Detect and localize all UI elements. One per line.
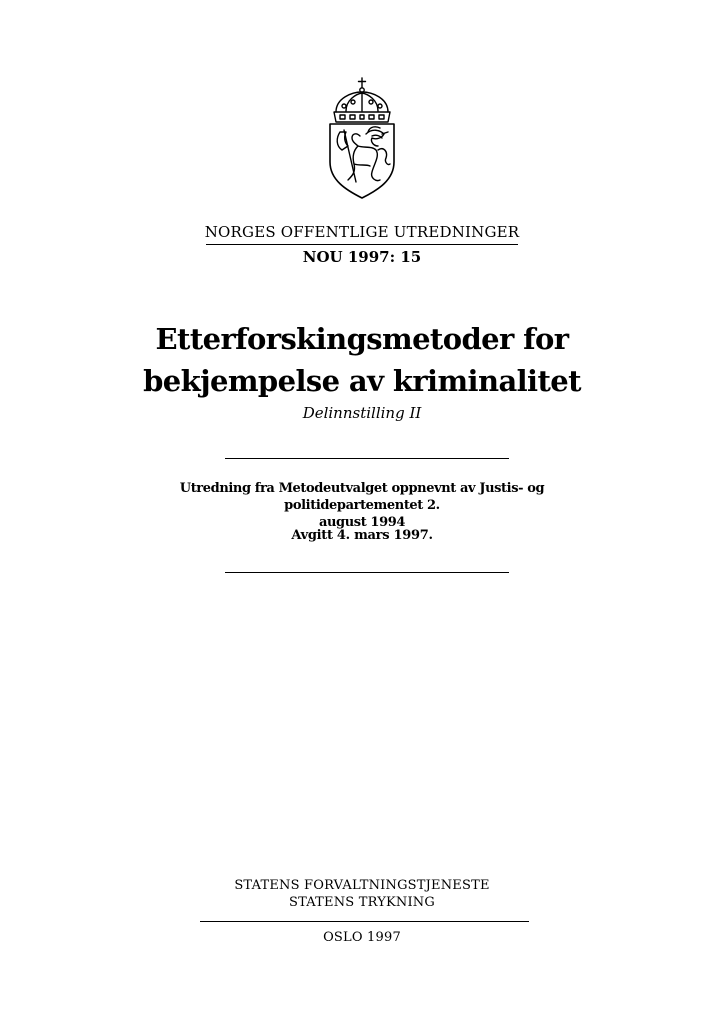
- nou-number: NOU 1997: 15: [302, 248, 422, 266]
- document-title: [0, 318, 724, 402]
- document-title-line-2: bekjempelse av kriminalitet: [143, 364, 581, 398]
- series-title: NORGES OFFENTLIGE UTREDNINGER: [204, 223, 520, 241]
- document-subtitle: Delinnstilling II: [302, 404, 422, 422]
- document-title-line-1: Etterforskingsmetoder for: [155, 322, 569, 356]
- place-year: OSLO 1997: [323, 930, 401, 945]
- footer-divider: [200, 921, 529, 922]
- commission-line-2: august 1994: [318, 515, 406, 530]
- title-divider: [225, 458, 509, 459]
- coat-of-arms-icon: [322, 76, 402, 200]
- commission-line-1: Utredning fra Metodeutvalget oppnevnt av Justis- og politidepartementet 2.: [179, 481, 545, 513]
- commission-statement: [110, 480, 614, 531]
- submitted-date: Avgitt 4. mars 1997.: [291, 528, 433, 543]
- body-divider: [225, 572, 509, 573]
- printer-name: STATENS TRYKNING: [289, 895, 435, 910]
- series-divider: [206, 244, 518, 245]
- publisher-name: STATENS FORVALTNINGSTJENESTE: [234, 878, 490, 893]
